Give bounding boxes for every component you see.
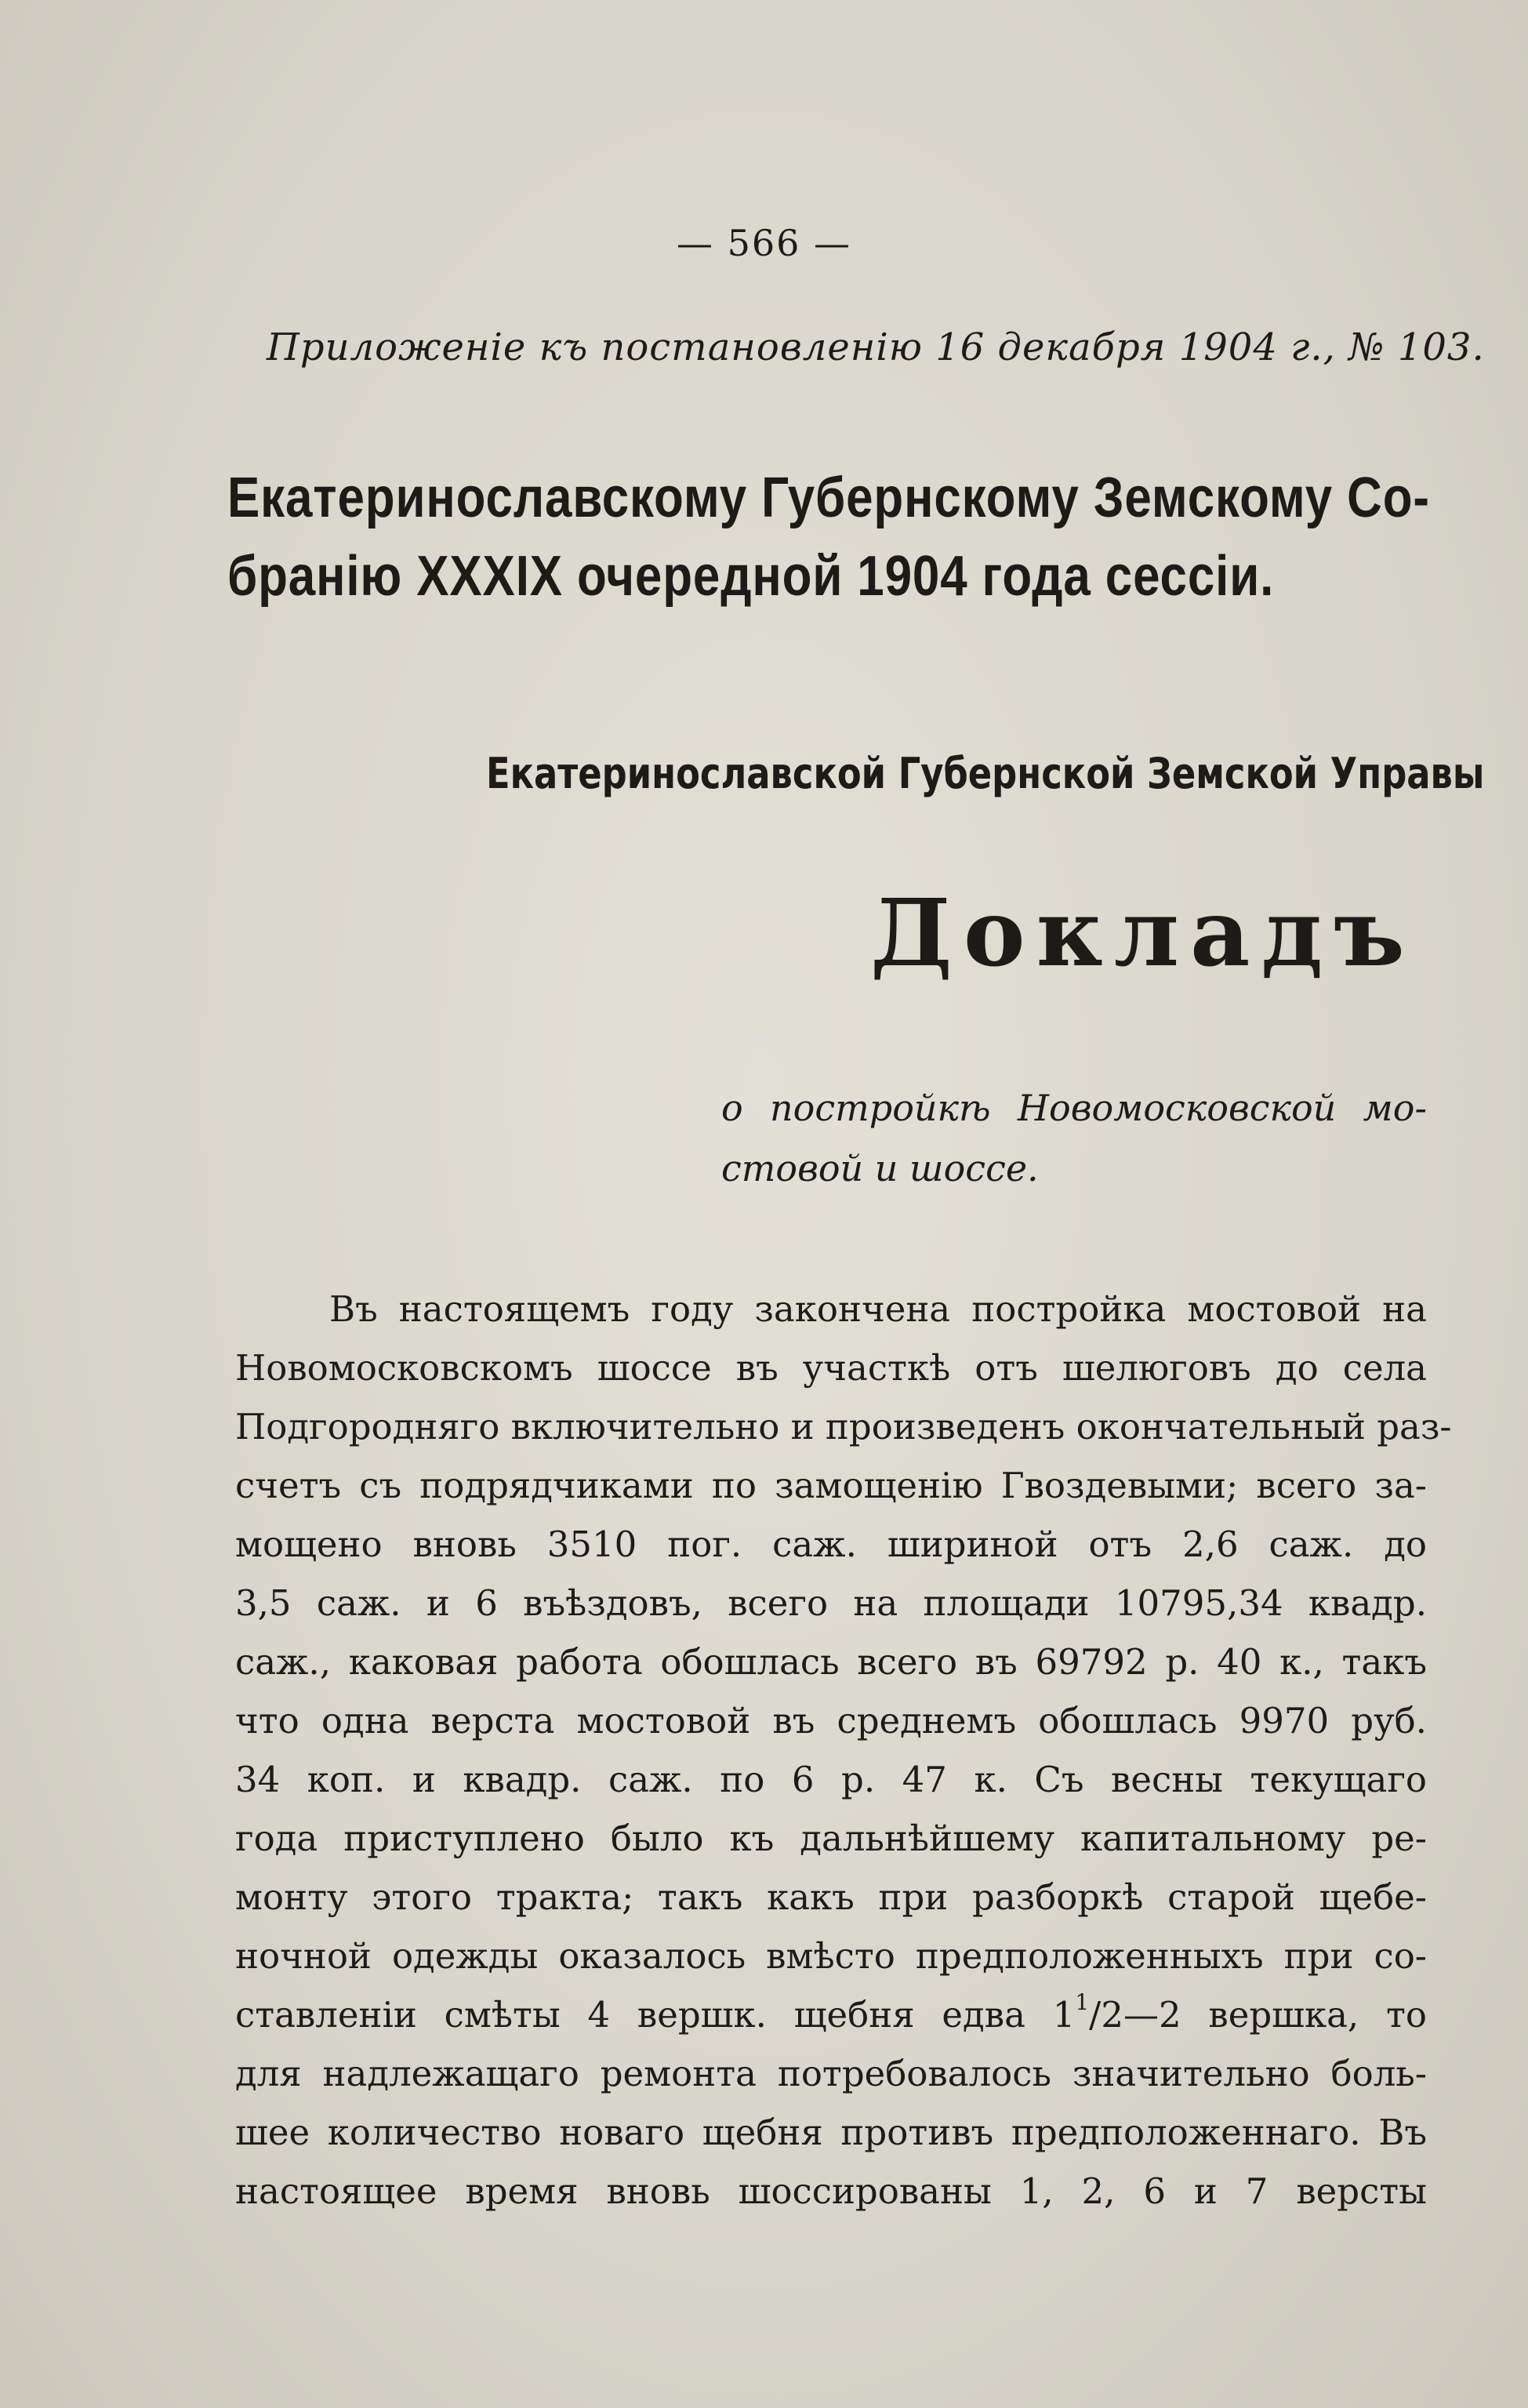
body-text xyxy=(235,1280,1452,2221)
body-line: что одна верста мостовой въ среднемъ обошлась 9970 руб. xyxy=(235,1700,1427,1742)
body-line: монту этого тракта; такъ какъ при разборкѣ старой щебе- xyxy=(235,1876,1427,1918)
body-line: Новомосковскомъ шоссе въ участкѣ отъ шелюговъ до села xyxy=(235,1347,1427,1389)
body-line: счетъ съ подрядчиками по замощенію Гвоздевыми; всего за- xyxy=(235,1465,1427,1506)
body-line: настоящее время вновь шоссированы 1, 2, 6 и 7 версты xyxy=(235,2170,1427,2212)
appendix-reference: Приложеніе къ постановленію 16 декабря 1904 г., № 103. xyxy=(267,325,1485,369)
body-line: 3,5 саж. и 6 въѣздовъ, всего на площади 10795,34 квадр. xyxy=(235,1582,1427,1624)
fraction-denominator: /2 xyxy=(1089,1994,1123,2036)
report-heading: Докладъ xyxy=(870,878,1416,987)
body-line: 34 коп. и квадр. саж. по 6 р. 47 к. Съ весны текущаго xyxy=(235,1759,1427,1800)
body-line: года приступлено было къ дальнѣйшему капитальному ре- xyxy=(235,1818,1427,1859)
bleed-through-text xyxy=(235,259,250,314)
title-line-2: бранію XXXIX очередной 1904 года сессіи. xyxy=(227,545,1275,608)
subject-line-2: стовой и шоссе. xyxy=(721,1147,1039,1189)
subject-line-1: о постройкѣ Новомосковской мо- xyxy=(721,1087,1427,1129)
report-subject xyxy=(721,1078,1427,1199)
page-number: — 566 — xyxy=(676,222,852,264)
body-line: Подгороднягo включительно и произведенъ окончательный раз- xyxy=(235,1406,1452,1447)
body-line-fraction xyxy=(235,1985,1427,2044)
body-line: саж., каковая работа обошлась всего въ 69792 р. 40 к., такъ xyxy=(235,1641,1427,1683)
document-title xyxy=(227,459,1430,616)
body-line: для надлежащаго ремонта потребовалось значительно боль- xyxy=(235,2053,1427,2094)
fraction-numerator: 1 xyxy=(1075,1989,1090,2015)
body-line-fraction-start: ставленіи смѣты 4 вершк. щебня едва 1 xyxy=(235,1994,1076,2036)
body-line: шее количество новаго щебня противъ предположеннаго. Въ xyxy=(235,2112,1427,2153)
body-line: ночной одежды оказалось вмѣсто предположенныхъ при со- xyxy=(235,1935,1427,1977)
body-line: мощено вновь 3510 пог. саж. шириной отъ 2,6 саж. до xyxy=(235,1524,1427,1565)
fraction-tail: —2 вершка, то xyxy=(1123,1994,1427,2036)
body-line: Въ настоящемъ году закончена постройка мостовой на xyxy=(329,1288,1427,1330)
council-name: Екатеринославской Губернской Земской Управы xyxy=(486,749,1485,798)
title-line-1: Екатеринославскому Губернскому Земскому Со- xyxy=(227,467,1430,529)
